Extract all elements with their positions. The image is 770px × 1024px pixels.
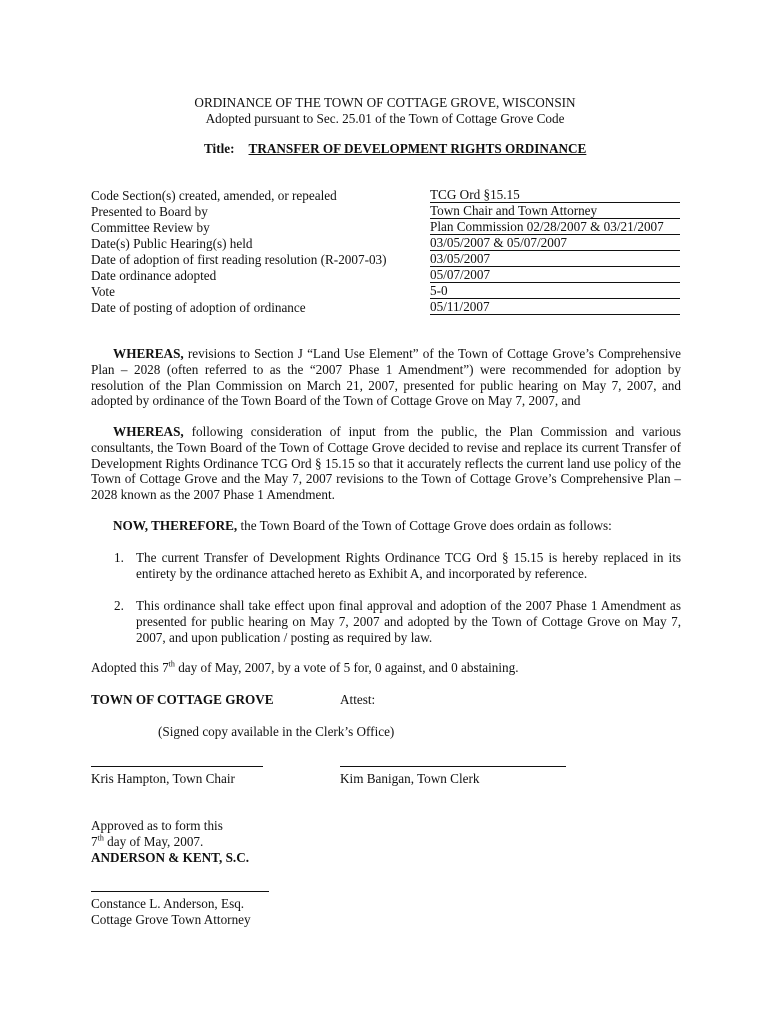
- attorney-signature-line: [91, 891, 269, 892]
- list-item-number: 1.: [114, 550, 124, 565]
- town-name: TOWN OF COTTAGE GROVE: [91, 692, 274, 707]
- whereas-paragraph-1: [91, 346, 681, 409]
- list-item: [114, 598, 681, 645]
- meta-label: Date ordinance adopted: [91, 268, 217, 283]
- now-therefore-paragraph: [91, 518, 681, 534]
- meta-value: 03/05/2007: [430, 252, 680, 267]
- meta-value: Town Chair and Town Attorney: [430, 204, 680, 219]
- meta-row: [91, 268, 216, 284]
- signed-copy-note: (Signed copy available in the Clerk’s Office): [158, 724, 395, 739]
- attest-label: Attest:: [340, 692, 376, 707]
- whereas-lead: WHEREAS,: [113, 424, 184, 439]
- list-item-text: The current Transfer of Development Rights Ordinance TCG Ord § 15.15 is hereby replaced in its entirety by the ordinance attached hereto as Exhibit A, and incorporated by reference.: [136, 550, 681, 581]
- meta-row: [91, 236, 253, 252]
- approval-date-pre: 7: [91, 834, 98, 849]
- whereas-paragraph-2: [91, 424, 681, 503]
- list-item: [114, 550, 681, 582]
- whereas-text: revisions to Section J “Land Use Element” of the Town of Cottage Grove’s Comprehensive Plan – 2028 (often referred to as the “2007 Phase 1 Amendment”) were recommended for adoption by resolution of the Plan Commission on March 21, 2007, presented for public hearing on May 7, 2007, and adopted by ordinance of the Town Board of the Town of Cottage Grove on May 7, 2007, and: [91, 346, 681, 409]
- approval-line: Approved as to form this: [91, 818, 223, 833]
- approval-date-post: day of May, 2007.: [103, 834, 204, 849]
- meta-row: [91, 300, 306, 316]
- now-therefore-lead: NOW, THEREFORE,: [113, 518, 238, 533]
- attorney-name: Constance L. Anderson, Esq.: [91, 896, 245, 911]
- ordinance-title: [204, 141, 586, 157]
- meta-label: Date of adoption of first reading resolution (R-2007-03): [91, 252, 387, 267]
- meta-value: 05/11/2007: [430, 300, 680, 315]
- clerk-signature-line: [340, 766, 566, 767]
- title-value: TRANSFER OF DEVELOPMENT RIGHTS ORDINANCE: [248, 141, 587, 156]
- whereas-lead: WHEREAS,: [113, 346, 184, 361]
- meta-value: 05/07/2007: [430, 268, 680, 283]
- attorney-title: Cottage Grove Town Attorney: [91, 912, 251, 927]
- now-therefore-text: the Town Board of the Town of Cottage Grove does ordain as follows:: [237, 518, 612, 533]
- ordinance-subheading: Adopted pursuant to Sec. 25.01 of the Town of Cottage Grove Code: [205, 111, 565, 126]
- meta-row: [91, 252, 387, 268]
- meta-label: Vote: [91, 284, 115, 299]
- meta-value: 03/05/2007 & 05/07/2007: [430, 236, 680, 251]
- chair-name: Kris Hampton, Town Chair: [91, 771, 235, 786]
- approval-date: [91, 834, 203, 850]
- meta-label: Presented to Board by: [91, 204, 208, 219]
- law-firm-name: ANDERSON & KENT, S.C.: [91, 850, 250, 865]
- adopted-post: day of May, 2007, by a vote of 5 for, 0 against, and 0 abstaining.: [174, 660, 519, 675]
- adopted-sup: th: [168, 659, 175, 669]
- meta-value: TCG Ord §15.15: [430, 188, 680, 203]
- adopted-pre: Adopted this 7: [91, 660, 169, 675]
- meta-label: Code Section(s) created, amended, or repealed: [91, 188, 337, 203]
- meta-label: Date(s) Public Hearing(s) held: [91, 236, 253, 251]
- meta-row: [91, 188, 337, 204]
- title-label: Title:: [204, 141, 235, 156]
- approval-date-sup: th: [97, 833, 104, 843]
- meta-row: [91, 284, 115, 300]
- meta-row: [91, 220, 210, 236]
- meta-value: 5-0: [430, 284, 680, 299]
- meta-row: [91, 204, 208, 220]
- list-item-number: 2.: [114, 598, 124, 613]
- list-item-text: This ordinance shall take effect upon final approval and adoption of the 2007 Phase 1 Amendment as presented for public hearing on May 7, 2007 and adopted by the Town of Cottage Grove on May 7, 2007, and upon publication / posting as required by law.: [136, 598, 681, 645]
- meta-label: Committee Review by: [91, 220, 210, 235]
- ordinance-heading: ORDINANCE OF THE TOWN OF COTTAGE GROVE, WISCONSIN: [194, 95, 576, 110]
- chair-signature-line: [91, 766, 263, 767]
- adopted-statement: [91, 660, 519, 676]
- meta-value: Plan Commission 02/28/2007 & 03/21/2007: [430, 220, 680, 235]
- whereas-text: following consideration of input from the public, the Plan Commission and various consultants, the Town Board of the Town of Cottage Grove decided to revise and replace its current Transfer of Development Rights Ordinance TCG Ord § 15.15 so that it accurately reflects the current land use policy of the Town of Cottage Grove and the May 7, 2007 revisions to the Town of Cottage Grove’s Comprehensive Plan – 2028 known as the 2007 Phase 1 Amendment.: [91, 424, 681, 503]
- clerk-name: Kim Banigan, Town Clerk: [340, 771, 480, 786]
- meta-label: Date of posting of adoption of ordinance: [91, 300, 306, 315]
